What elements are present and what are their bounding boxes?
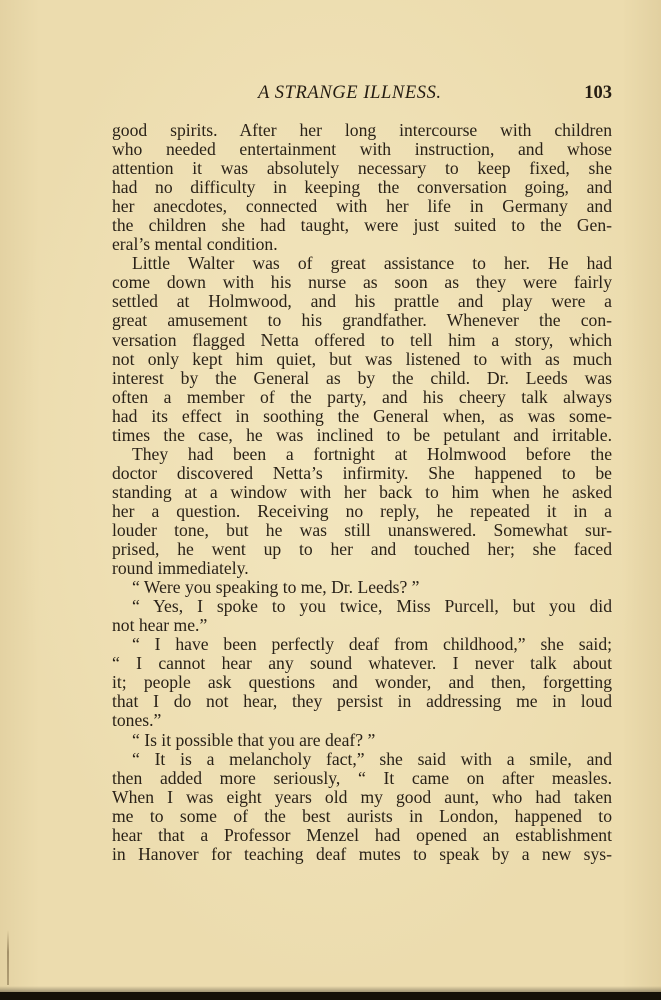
- text-line: They had been a fortnight at Holmwood before the: [132, 443, 612, 464]
- text-line: louder tone, but he was still unanswered. Somewhat sur-: [112, 519, 612, 540]
- text-line: had no difficulty in keeping the conversation going, and: [112, 177, 612, 198]
- text-line: round immediately.: [112, 558, 249, 579]
- text-line: “ Is it possible that you are deaf? ”: [132, 729, 376, 750]
- text-line: often a member of the party, and his cheery talk always: [112, 386, 612, 407]
- text-line: prised, he went up to her and touched her; she faced: [112, 539, 612, 560]
- text-line: Little Walter was of great assistance to her. He had: [132, 253, 612, 274]
- text-line: who needed entertainment with instruction, and whose: [112, 139, 612, 160]
- text-line: come down with his nurse as soon as they were fairly: [112, 272, 612, 293]
- text-line: that I do not hear, they persist in addressing me in loud: [112, 691, 612, 712]
- text-line: me to some of the best aurists in London, happened to: [112, 805, 612, 826]
- text-line: attention it was absolutely necessary to keep fixed, she: [112, 158, 612, 179]
- text-line: “ Were you speaking to me, Dr. Leeds? ”: [132, 577, 420, 598]
- text-line: “ I have been perfectly deaf from childhood,” she said;: [132, 634, 612, 655]
- text-line: standing at a window with her back to him when he asked: [112, 481, 612, 502]
- text-line: good spirits. After her long intercourse with children: [112, 120, 612, 140]
- text-line: hear that a Professor Menzel had opened an establishment: [112, 824, 612, 845]
- text-line: “ Yes, I spoke to you twice, Miss Purcell, but you did: [132, 596, 612, 617]
- running-head: [112, 83, 612, 107]
- text-line: great amusement to his grandfather. Whenever the con-: [112, 310, 612, 331]
- text-line: then added more seriously, “ It came on after measles.: [112, 767, 612, 788]
- body-text: [112, 121, 612, 864]
- text-line: her a question. Receiving no reply, he repeated it in a: [112, 500, 612, 521]
- text-line: in Hanover for teaching deaf mutes to speak by a new sys-: [112, 843, 612, 864]
- text-line: it; people ask questions and wonder, and then, forgetting: [112, 672, 612, 693]
- margin-mark: [7, 930, 9, 985]
- text-line: doctor discovered Netta’s infirmity. She happened to be: [112, 462, 612, 483]
- text-line: had its effect in soothing the General when, as was some-: [112, 405, 612, 426]
- page-number: 103: [584, 83, 612, 103]
- text-line: “ It is a melancholy fact,” she said with a smile, and: [132, 748, 612, 769]
- text-line: her anecdotes, connected with her life in Germany and: [112, 196, 612, 217]
- text-line: tones.”: [112, 710, 162, 731]
- text-line: the children she had taught, were just suited to the Gen-: [112, 215, 612, 236]
- text-line: When I was eight years old my good aunt, who had taken: [112, 786, 612, 807]
- text-line: eral’s mental condition.: [112, 234, 278, 255]
- page-bottom-edge: [0, 992, 661, 1000]
- text-line: not only kept him quiet, but was listened to with as much: [112, 348, 612, 369]
- running-title: A STRANGE ILLNESS.: [258, 83, 442, 103]
- text-line: not hear me.”: [112, 615, 208, 636]
- text-line: settled at Holmwood, and his prattle and play were a: [112, 291, 612, 312]
- text-line: “ I cannot hear any sound whatever. I never talk about: [112, 653, 612, 674]
- text-line: interest by the General as by the child. Dr. Leeds was: [112, 367, 612, 388]
- text-line: versation flagged Netta offered to tell him a story, which: [112, 329, 612, 350]
- text-line: times the case, he was inclined to be petulant and irritable.: [112, 424, 612, 445]
